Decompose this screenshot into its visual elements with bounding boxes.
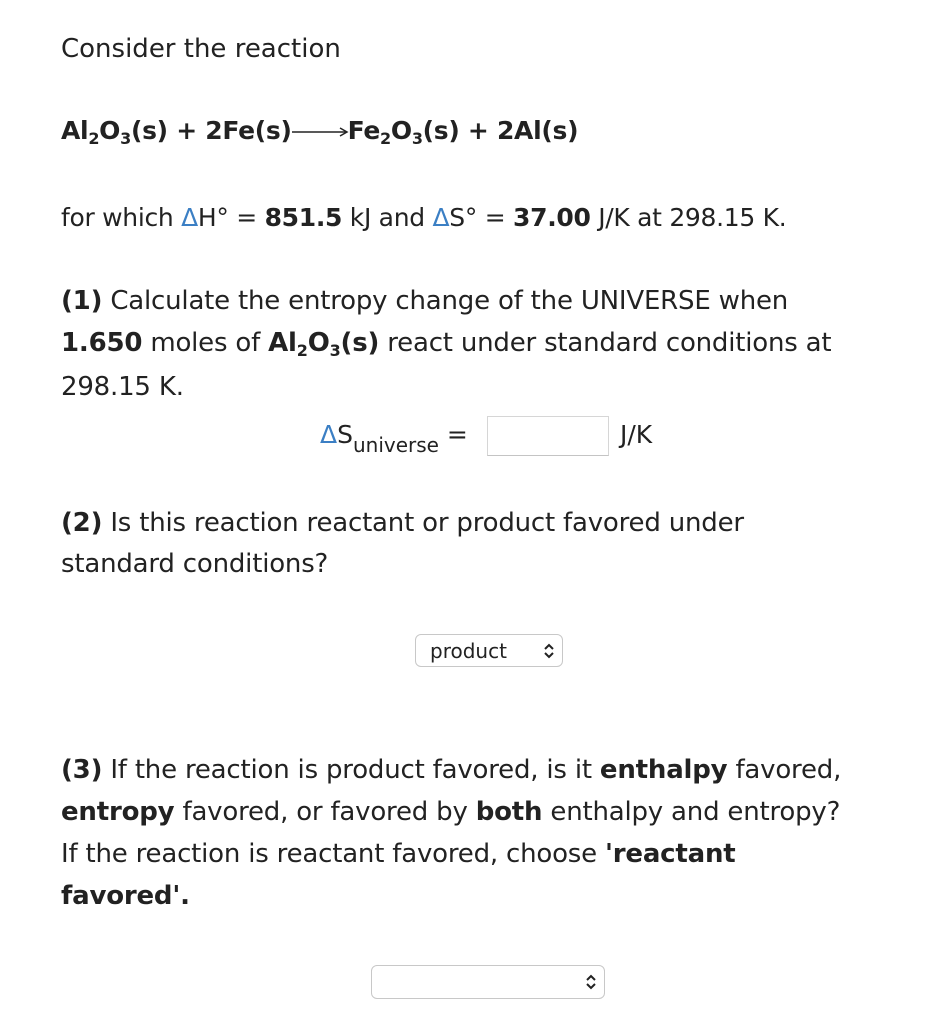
answer-label: $\Delta S_{universe}$ = xyxy=(320,420,468,457)
delta-s-value: 37.00 xyxy=(513,203,591,232)
thermo-data: for which ΔH° = 851.5 kJ and ΔS° = 37.00 J/K at 298.15 K. xyxy=(61,203,787,232)
reaction-equation: $Al_2O_3(s) + 2Fe(s)$ $Fe_2O_3(s) + 2Al(s)$ xyxy=(61,116,579,148)
reaction-arrow-icon xyxy=(290,122,350,142)
delta-h-value: 851.5 xyxy=(264,203,343,232)
answer-unit: J/K xyxy=(620,420,653,449)
chevron-updown-icon xyxy=(542,641,556,661)
question2-line1: (2) Is this reaction reactant or product favored under xyxy=(61,508,744,538)
question3-line3: If the reaction is reactant favored, choose 'reactant xyxy=(61,839,736,869)
question1-line3: 298.15 K. xyxy=(61,372,184,402)
question3-line1: (3) If the reaction is product favored, is it enthalpy favored, xyxy=(61,755,842,785)
chevron-updown-icon xyxy=(584,972,598,992)
favor-type-select[interactable] xyxy=(371,965,605,999)
question3-line4: favored'. xyxy=(61,881,190,911)
favored-select-value: product xyxy=(430,639,507,663)
question3-line2: entropy favored, or favored by both enthalpy and entropy? xyxy=(61,797,841,827)
intro-text: Consider the reaction xyxy=(61,34,341,64)
delta-symbol: Δ xyxy=(432,203,450,232)
question2-line2: standard conditions? xyxy=(61,549,329,579)
question1-line2: 1.650 moles of $Al_2O_3(s)$ react under standard conditions at xyxy=(61,328,832,360)
favored-select[interactable] xyxy=(415,634,563,667)
question1-line1: (1) Calculate the entropy change of the UNIVERSE when xyxy=(61,286,789,316)
delta-symbol: Δ xyxy=(181,203,198,232)
entropy-universe-input[interactable] xyxy=(487,416,609,456)
